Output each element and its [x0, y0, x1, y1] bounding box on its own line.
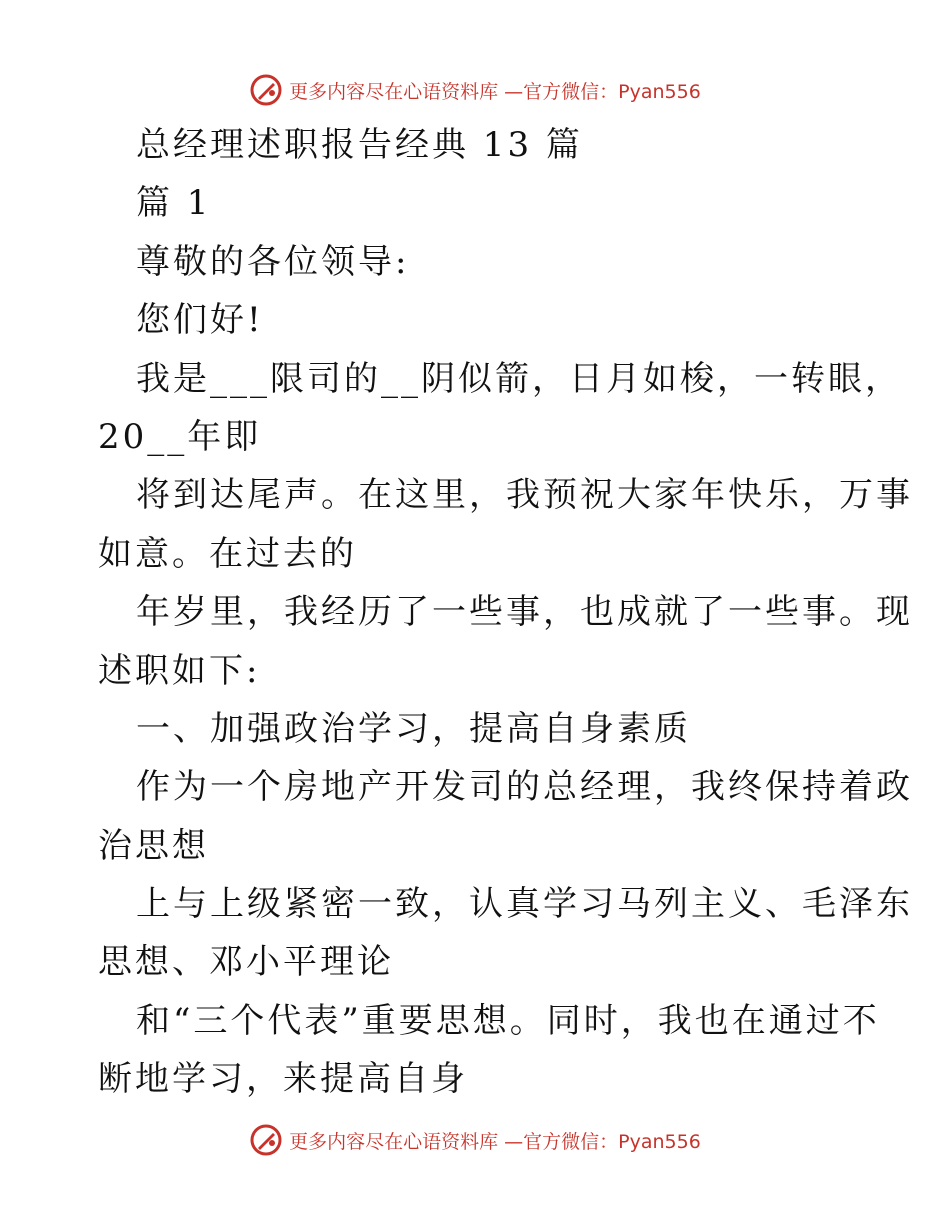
greeting: 您们好!: [136, 300, 264, 341]
text-line: 断地学习，来提高自身: [98, 1059, 468, 1100]
header-watermark-banner: [0, 70, 950, 110]
text-line: 将到达尾声。在这里，我预祝大家年快乐，万事: [136, 475, 913, 516]
footer-contact-text: —官方微信：Pyan556: [504, 1130, 701, 1153]
footer-watermark-banner: [0, 1120, 950, 1160]
section-heading: 篇 1: [136, 183, 212, 224]
footer-promo-text: 更多内容尽在心语资料库: [289, 1130, 499, 1153]
header-contact-text: —官方微信：Pyan556: [504, 80, 701, 103]
text-line: 上与上级紧密一致，认真学习马列主义、毛泽东: [136, 884, 913, 925]
subsection-heading: 一、加强政治学习，提高自身素质: [136, 708, 691, 749]
quill-logo-icon: [249, 73, 283, 107]
text-line: 如意。在过去的: [98, 533, 357, 574]
salutation: 尊敬的各位领导:: [136, 241, 410, 282]
document-body: [0, 116, 950, 1109]
text-line: 年岁里，我经历了一些事，也成就了一些事。现: [136, 592, 913, 633]
text-line: 思想、邓小平理论: [98, 942, 394, 983]
text-line: 作为一个房地产开发司的总经理，我终保持着政: [136, 767, 913, 808]
document-title: 总经理述职报告经典 13 篇: [136, 125, 583, 165]
header-promo-text: 更多内容尽在心语资料库: [289, 80, 499, 103]
quill-logo-icon: [249, 1123, 283, 1157]
text-line: 我是___限司的__阴似箭，日月如梭，一转眼，: [136, 358, 902, 399]
text-line: 述职如下:: [98, 650, 261, 691]
text-line: 20__年即: [98, 416, 262, 457]
text-line: 治思想: [98, 825, 209, 866]
text-line: 和“三个代表”重要思想。同时，我也在通过不: [136, 1000, 880, 1041]
